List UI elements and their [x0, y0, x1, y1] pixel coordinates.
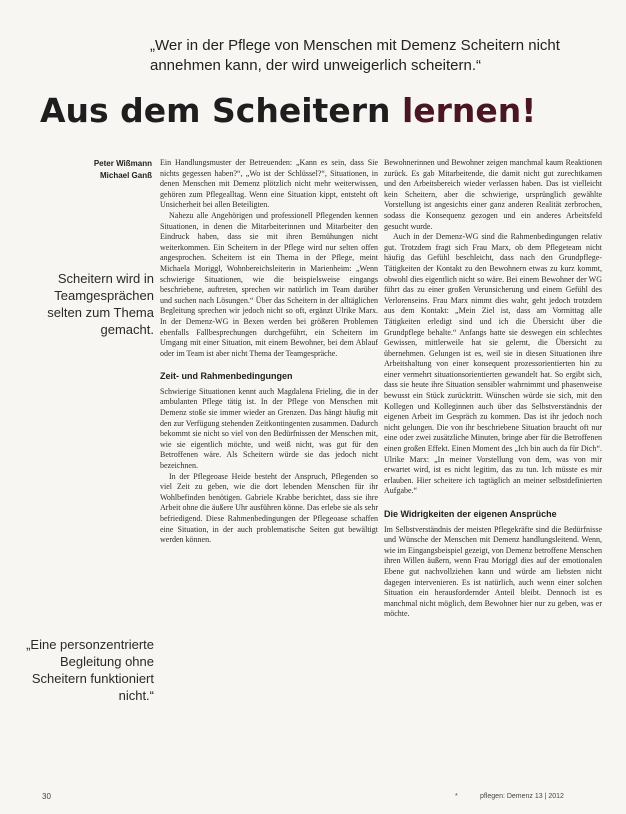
pullquote: Scheitern wird in Teamgesprächen selten zum Thema gemacht.	[47, 271, 154, 337]
headline-part1: Aus dem Scheitern	[40, 91, 402, 130]
author-block	[64, 158, 152, 182]
author-name: Michael Ganß	[99, 171, 152, 180]
publication-source: pflegen: Demenz 13 | 2012	[480, 793, 564, 800]
paragraph: In der Pflegeoase Heide besteht der Anspruch, Pflegenden so viel Zeit zu geben, wie die dort lebenden Menschen für ihr Wohlbefinden benötigen. Gabriele Krabbe berichtet, dass sie ihre Arbeit ohne die äußere Uhr ausführen könne. Das erlebe sie als sehr befriedigend. Diese Rahmenbedingungen der Pflegeoase schaffen eine Situation, in der auch problematische Seiten gut bewältigt werden können.	[160, 471, 378, 545]
footer-mark: *	[455, 793, 458, 800]
author-name: Peter Wißmann	[93, 159, 152, 168]
paragraph: Im Selbstverständnis der meisten Pflegekräfte sind die Bedürfnisse und Wünsche der Menschen mit Demenz handlungsleitend. Wenn, wie im Eingangsbeispiel gezeigt, von Demenz betroffene Menschen ihren Willen äußern, wenn Frau Moriggl dies auf der emotionalen Ebene gut nachvollziehen kann und würde am liebsten nicht dagegen intervenieren. Es ist natürlich, auch wenn einer solchen Situation ein herausfordernder Anteil bleibt. Dennoch ist es manchmal nicht möglich, dem Bewohner hier nur zu geben, was er möchte.	[384, 524, 602, 619]
section-heading: Zeit- und Rahmenbedingungen	[160, 371, 293, 382]
page-footer	[0, 790, 626, 804]
headline	[40, 92, 536, 130]
paragraph: Schwierige Situationen kennt auch Magdalena Frieling, die in der ambulanten Pflege tätig ist. In der Pflege von Menschen mit Demenz stoße sie immer wieder an Grenzen. Das hängt häufig mit den zur Verfügung stehenden Zeitkontingenten zusammen. Dadurch bekommt sie nicht so viel von den Bedürfnissen der Menschen mit, wie sie eigentlich möchte, und weiß nicht, was gut für den Betroffenen wäre. Als Scheitern würde sie das jedoch nicht bezeichnen.	[160, 386, 378, 471]
paragraph: Nahezu alle Angehörigen und professionell Pflegenden kennen Situationen, in denen die Mitarbeiterinnen und Mitarbeiter den Eindruck haben, dass sie mit ihren Bemühungen nicht weiterkommen. Ein Scheitern in der Pflege wird nur selten offen angesprochen. Scheitern ist ein Thema in der Pflege, meint Michaela Moriggl, Wohnbereichsleiterin in Marienheim: „Wenn schwierige Situationen, wie die beispielsweise eingangs beschriebene, auftreten, sprechen wir natürlich im Team darüber und suchen nach Lösungen.“ Über das Scheitern in der alltäglichen Begleitung sprechen wir jedoch nicht so oft, ergänzt Ulrike Marx. In der Demenz-WG in Bexen werden bei größeren Problemen ebenfalls Fallbesprechungen durchgeführt, ein Scheitern im Umgang mit einer Situation, mit einem Bewohner, bei dem Ablauf oder im Team ist aber nicht Thema der Teamgespräche.	[160, 210, 378, 358]
article-column-right	[384, 158, 602, 780]
section-heading: Die Widrigkeiten der eigenen Ansprüche	[384, 509, 557, 519]
article-column-left	[160, 158, 378, 780]
quote-top: „Wer in der Pflege von Menschen mit Demenz Scheitern nicht annehmen kann, der wird unweigerlich scheitern.“	[150, 37, 560, 74]
pullquote: „Eine personzentrierte Begleitung ohne Scheitern funktioniert nicht.“	[26, 637, 154, 703]
paragraph: Auch in der Demenz-WG sind die Rahmenbedingungen relativ gut. Trotzdem fragt sich Frau Marx, ob dem Pflegeteam nicht häufig das Gefühl beschleicht, dass nach den Grundpflege-Tätigkeiten der Kontakt zu den Bewohnern etwas zu kurz kommt, obwohl dies eigentlich nicht so wäre. Bei einem Bewohner der WG führt das zu einer großen Verunsicherung und einem Gefühl des Verlorenseins. Frau Marx nimmt dies wahr, geht jedoch trotzdem aus dem Kontakt: „Mein Ziel ist, dass am Vormittag alle Tätigkeiten erledigt sind und ich die Übersicht über die Grundpflege behalte.“ Anfangs hatte sie deswegen ein schlechtes Gewissen, mittlerweile hat sie gelernt, die Übersicht zu übernehmen. Gelungen ist es, weil sie in diesen Situationen ihre Arbeitshaltung von einer konsequent prozessorientierten hin zu einer vermehrt situationsorientierten gewandelt hat. So ergibt sich, dass sie heute ihre Situation sensibler wahrnimmt und phasenweise bewusst ein Stück zurücktritt. Wünschen würde sie sich, mit den Kollegen und Kolleginnen auch über das Selbstverständnis der eigenen Arbeit im Gespräch zu kommen. Das ist ihr jedoch noch nicht gelungen. Die von ihr beschriebene Situation braucht oft nur eine oder zwei zusätzliche Minuten, bringe aber für die Betroffenen einen großen Effekt. Einen Moment des „Ich bin auch da für Dich“. Ulrike Marx: „In meiner Vorstellung von dem, was von mir erwartet wird, ist es nicht legitim, das zu tun. Ich müsste es mir erlauben. Hier scheitere ich tagtäglich an meiner selbstdefinierten Aufgabe.“	[384, 232, 602, 496]
page-number: 30	[42, 792, 51, 801]
headline-accent: lernen!	[401, 91, 537, 130]
paragraph: Ein Handlungsmuster der Betreuenden: „Kann es sein, dass Sie nichts gegessen haben?“, „Wo ist der Schlüssel?“, Situationen, in denen Menschen mit Demenz plötzlich nicht mehr weiterwissen, gehören zum Pflegealltag. Wenn eine Situation kippt, entsteht oft Unsicherheit bei allen Beteiligten.	[160, 158, 378, 210]
paragraph: Bewohnerinnen und Bewohner zeigen manchmal kaum Reaktionen zurück. Es gab Mitarbeitende, die damit nicht gut zurechtkamen und den Arbeitsbereich wieder verlassen haben. Das ist vielleicht kein Scheitern, aber die schwierige, ursprünglich gewählte Vorstellung ist angesichts einer ganz anderen Realität zerbrochen, sodass die Konsequenz gezogen und ein anderes Arbeitsfeld gesucht wurde.	[384, 158, 602, 231]
